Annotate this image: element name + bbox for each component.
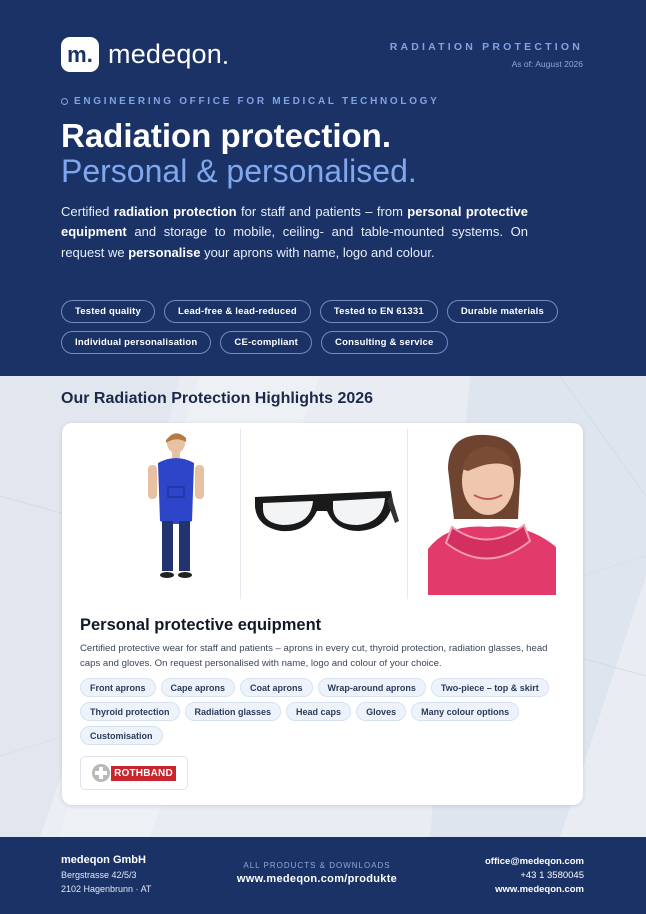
header-meta	[390, 41, 583, 69]
footer	[0, 837, 646, 914]
product-tag[interactable]: Coat aprons	[240, 678, 313, 697]
product-images	[74, 429, 571, 599]
brand-logo-text: ROTHBAND	[111, 766, 176, 781]
product-tag[interactable]: Thyroid protection	[80, 702, 180, 721]
feature-pill: Tested quality	[61, 300, 155, 323]
product-image-thyroid	[407, 429, 574, 599]
feature-pill: Individual personalisation	[61, 331, 211, 354]
product-tag[interactable]: Head caps	[286, 702, 351, 721]
product-tag[interactable]: Front aprons	[80, 678, 156, 697]
footer-phone[interactable]: +43 1 3580045	[520, 870, 584, 881]
product-image-glasses	[240, 429, 407, 599]
feature-pill: Lead-free & lead-reduced	[164, 300, 311, 323]
card-title: Personal protective equipment	[80, 616, 322, 634]
product-tag[interactable]: Wrap-around aprons	[318, 678, 426, 697]
footer-products-link[interactable]: www.medeqon.com/produkte	[236, 873, 398, 885]
footer-street: Bergstrasse 42/5/3	[61, 870, 137, 880]
product-tag[interactable]: Gloves	[356, 702, 406, 721]
brand-logo-rothband[interactable]	[80, 756, 188, 790]
feature-pill: Tested to EN 61331	[320, 300, 438, 323]
feature-pill: CE-compliant	[220, 331, 312, 354]
circle-icon	[61, 98, 68, 105]
feature-pill: Consulting & service	[321, 331, 448, 354]
as-of-date: As of: August 2026	[511, 59, 583, 69]
cross-icon	[92, 764, 110, 782]
footer-company: medeqon GmbH	[61, 854, 146, 866]
product-image-apron	[74, 429, 240, 599]
logo-mark: m.	[61, 37, 99, 72]
footer-email-link[interactable]: office@medeqon.com	[485, 856, 584, 867]
product-tag[interactable]: Radiation glasses	[185, 702, 282, 721]
product-tags	[80, 678, 570, 745]
glasses-image	[241, 429, 407, 599]
product-tag[interactable]: Customisation	[80, 726, 163, 745]
feature-pills	[61, 300, 581, 354]
eyebrow-text: ENGINEERING OFFICE FOR MEDICAL TECHNOLOGY	[74, 96, 440, 107]
page-subtitle: Personal & personalised.	[61, 153, 417, 189]
footer-city: 2102 Hagenbrunn · AT	[61, 884, 152, 894]
product-tag[interactable]: Many colour options	[411, 702, 519, 721]
product-tag[interactable]: Cape aprons	[161, 678, 236, 697]
intro-paragraph: Certified radiation protection for staff and patients – from personal protective equipment and storage to mobile, ceiling- and table-mounted systems. On request we personalise your aprons with name, logo and colour.	[61, 204, 528, 260]
logo-dot	[224, 61, 227, 64]
section-title: Our Radiation Protection Highlights 2026	[61, 390, 374, 407]
eyebrow	[61, 96, 440, 107]
product-tag[interactable]: Two-piece – top & skirt	[431, 678, 549, 697]
card-description: Certified protective wear for staff and patients – aprons in every cut, thyroid protection, radiation glasses, head caps and gloves. On request personalised with name, logo and colour of your choice.	[80, 643, 548, 669]
feature-pill: Durable materials	[447, 300, 558, 323]
footer-downloads-label: ALL PRODUCTS & DOWNLOADS	[243, 861, 391, 870]
company-logo[interactable]	[61, 37, 227, 72]
topic-label: RADIATION PROTECTION	[389, 41, 583, 53]
page-title: Radiation protection.	[61, 117, 391, 154]
thyroid-collar-image	[408, 429, 574, 599]
footer-web-link[interactable]: www.medeqon.com	[495, 884, 584, 895]
apron-image	[74, 429, 240, 599]
hero-section	[0, 0, 646, 376]
footer-contact	[485, 855, 584, 897]
product-card	[62, 423, 583, 805]
logo-name: medeqon	[108, 39, 222, 69]
